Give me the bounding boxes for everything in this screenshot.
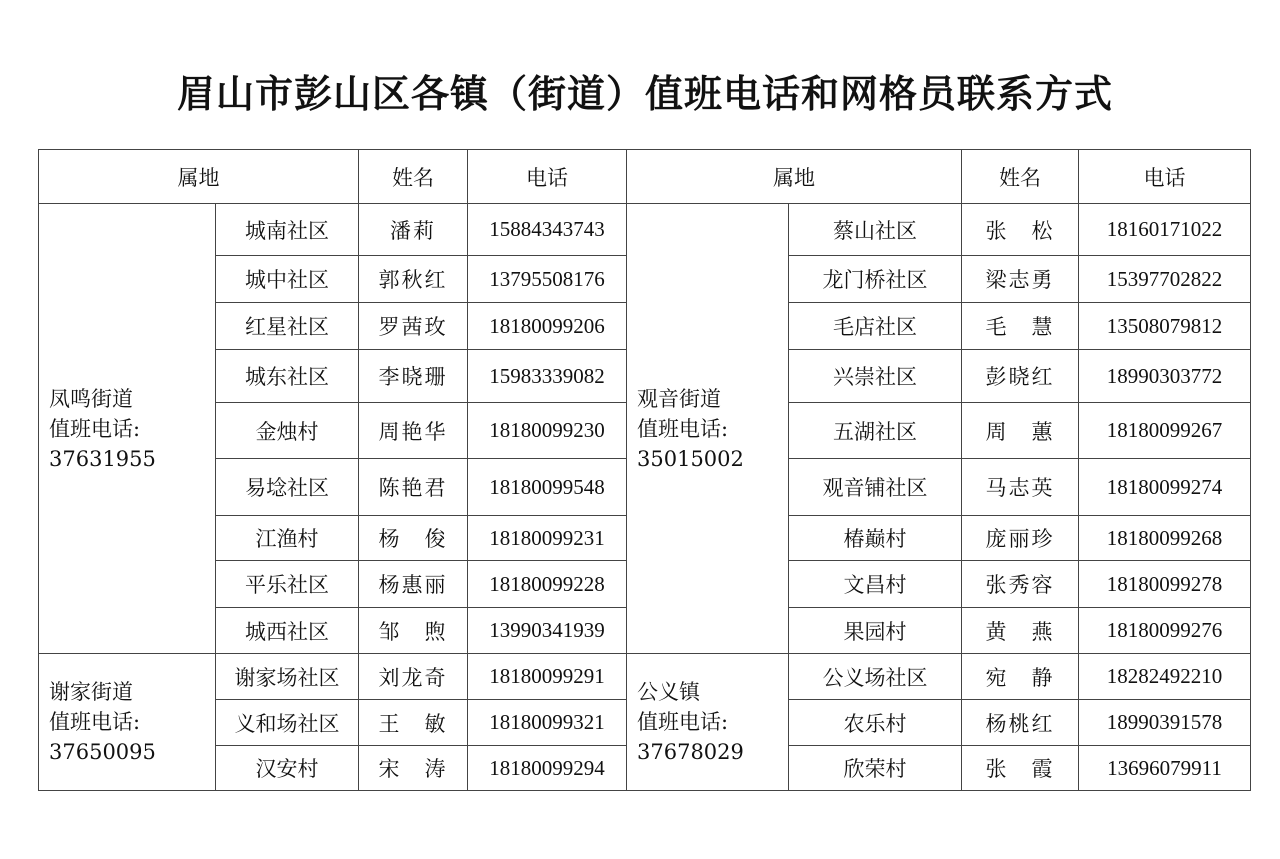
phone: 18180099231 <box>468 516 627 561</box>
staff-name: 张 松 <box>962 204 1079 256</box>
phone: 18990391578 <box>1079 700 1251 746</box>
district-name: 公义镇 <box>637 680 700 704</box>
staff-name: 宛 静 <box>962 654 1079 700</box>
community: 观音铺社区 <box>789 459 962 516</box>
phone: 18180099268 <box>1079 516 1251 561</box>
staff-name: 周艳华 <box>359 403 468 459</box>
phone: 18180099291 <box>468 654 627 700</box>
staff-name: 罗茜玫 <box>359 303 468 350</box>
staff-name: 黄 燕 <box>962 608 1079 654</box>
table-row <box>39 654 1251 700</box>
header-phone-left: 电话 <box>468 150 627 204</box>
staff-name: 杨惠丽 <box>359 561 468 608</box>
phone: 18180099276 <box>1079 608 1251 654</box>
phone: 13990341939 <box>468 608 627 654</box>
staff-name: 刘龙奇 <box>359 654 468 700</box>
header-area-left: 属地 <box>39 150 359 204</box>
staff-name: 彭晓红 <box>962 350 1079 403</box>
community: 城西社区 <box>216 608 359 654</box>
staff-name: 梁志勇 <box>962 256 1079 303</box>
community: 农乐村 <box>789 700 962 746</box>
header-phone-right: 电话 <box>1079 150 1251 204</box>
community: 红星社区 <box>216 303 359 350</box>
staff-name: 张秀容 <box>962 561 1079 608</box>
staff-name: 邹 煦 <box>359 608 468 654</box>
duty-label: 值班电话: <box>637 416 729 441</box>
district-xiejia <box>39 654 216 791</box>
staff-name: 毛 慧 <box>962 303 1079 350</box>
phone: 18180099206 <box>468 303 627 350</box>
community: 兴崇社区 <box>789 350 962 403</box>
district-fengming <box>39 204 216 654</box>
staff-name: 李晓珊 <box>359 350 468 403</box>
staff-name: 庞丽珍 <box>962 516 1079 561</box>
phone: 18990303772 <box>1079 350 1251 403</box>
phone: 18180099230 <box>468 403 627 459</box>
staff-name: 郭秋红 <box>359 256 468 303</box>
phone: 18180099267 <box>1079 403 1251 459</box>
community: 果园村 <box>789 608 962 654</box>
community: 欣荣村 <box>789 746 962 791</box>
duty-label: 值班电话: <box>49 710 141 734</box>
community: 公义场社区 <box>789 654 962 700</box>
header-row <box>39 150 1251 204</box>
community: 城中社区 <box>216 256 359 303</box>
duty-label: 值班电话: <box>49 416 141 441</box>
staff-name: 杨桃红 <box>962 700 1079 746</box>
phone: 18180099294 <box>468 746 627 791</box>
community: 易埝社区 <box>216 459 359 516</box>
phone: 18282492210 <box>1079 654 1251 700</box>
district-name: 谢家街道 <box>49 680 133 704</box>
phone: 18180099274 <box>1079 459 1251 516</box>
phone: 13508079812 <box>1079 303 1251 350</box>
phone: 18160171022 <box>1079 204 1251 256</box>
district-gongyi <box>627 654 789 791</box>
staff-name: 王 敏 <box>359 700 468 746</box>
phone: 15884343743 <box>468 204 627 256</box>
header-area-right: 属地 <box>627 150 962 204</box>
phone: 15397702822 <box>1079 256 1251 303</box>
community: 文昌村 <box>789 561 962 608</box>
district-guanyin <box>627 204 789 654</box>
community: 椿巅村 <box>789 516 962 561</box>
community: 龙门桥社区 <box>789 256 962 303</box>
staff-name: 张 霞 <box>962 746 1079 791</box>
phone: 15983339082 <box>468 350 627 403</box>
header-name-left: 姓名 <box>359 150 468 204</box>
header-name-right: 姓名 <box>962 150 1079 204</box>
staff-name: 宋 涛 <box>359 746 468 791</box>
staff-name: 潘莉 <box>359 204 468 256</box>
district-name: 观音街道 <box>637 386 721 411</box>
duty-label: 值班电话: <box>637 710 729 734</box>
page-title: 眉山市彭山区各镇（街道）值班电话和网格员联系方式 <box>176 72 1113 116</box>
duty-phone: 37678029 <box>637 740 744 764</box>
phone: 13696079911 <box>1079 746 1251 791</box>
duty-phone: 35015002 <box>637 446 744 471</box>
community: 蔡山社区 <box>789 204 962 256</box>
community: 城南社区 <box>216 204 359 256</box>
community: 平乐社区 <box>216 561 359 608</box>
contact-table <box>38 149 1251 791</box>
duty-phone: 37631955 <box>49 446 156 471</box>
table-row <box>39 204 1251 256</box>
community: 江渔村 <box>216 516 359 561</box>
phone: 18180099278 <box>1079 561 1251 608</box>
phone: 18180099321 <box>468 700 627 746</box>
duty-phone: 37650095 <box>49 740 156 764</box>
phone: 18180099228 <box>468 561 627 608</box>
staff-name: 杨 俊 <box>359 516 468 561</box>
phone: 13795508176 <box>468 256 627 303</box>
community: 汉安村 <box>216 746 359 791</box>
community: 五湖社区 <box>789 403 962 459</box>
district-name: 凤鸣街道 <box>49 386 133 411</box>
staff-name: 马志英 <box>962 459 1079 516</box>
community: 金烛村 <box>216 403 359 459</box>
community: 毛店社区 <box>789 303 962 350</box>
phone: 18180099548 <box>468 459 627 516</box>
community: 城东社区 <box>216 350 359 403</box>
community: 谢家场社区 <box>216 654 359 700</box>
staff-name: 周 蕙 <box>962 403 1079 459</box>
staff-name: 陈艳君 <box>359 459 468 516</box>
community: 义和场社区 <box>216 700 359 746</box>
